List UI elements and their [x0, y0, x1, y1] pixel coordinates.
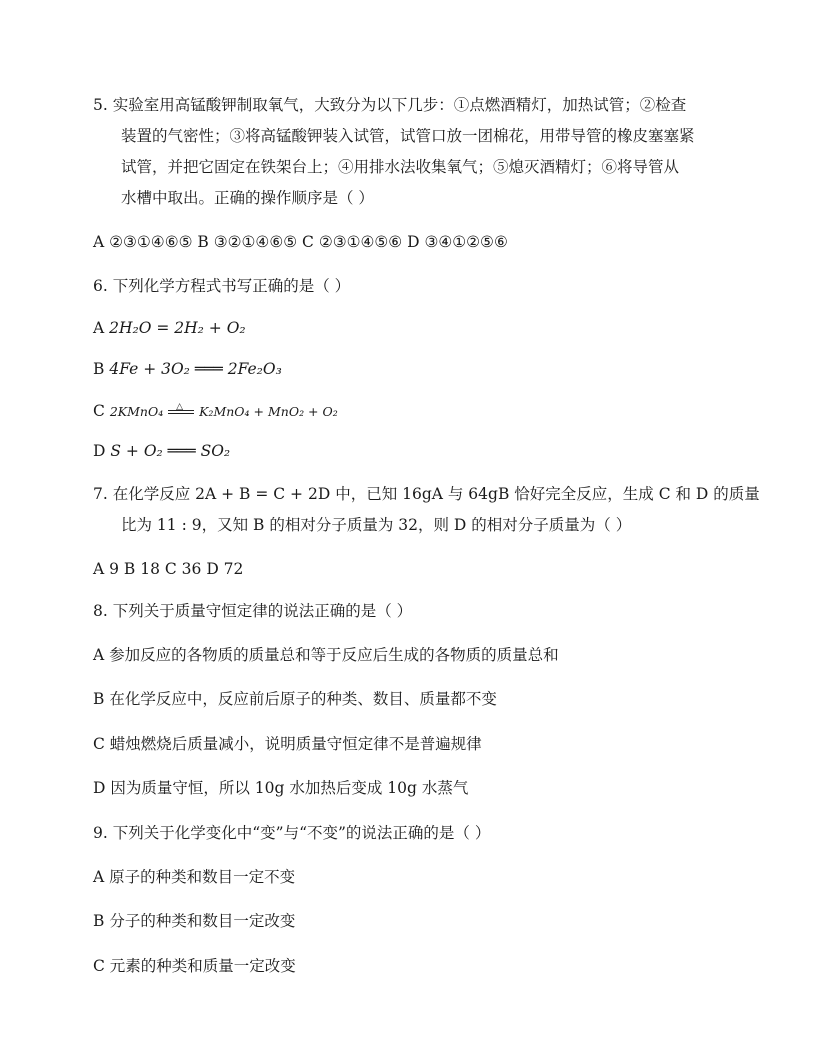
q8-option-c: C 蜡烛燃烧后质量减小，说明质量守恒定律不是普遍规律	[93, 735, 482, 753]
option-label: A	[93, 319, 105, 337]
q6-stem: 6. 下列化学方程式书写正确的是（ ）	[93, 277, 351, 295]
q8-option-d: D 因为质量守恒，所以 10g 水加热后变成 10g 水蒸气	[93, 779, 469, 797]
q5-stem-line-3: 试管，并把它固定在铁架台上；④用排水法收集氧气；⑤熄灭酒精灯；⑥将导管从	[121, 158, 680, 176]
equation: 2H₂O = 2H₂ + O₂	[109, 319, 246, 337]
equation-right: K₂MnO₄ + MnO₂ + O₂	[199, 404, 338, 419]
q8-option-b: B 在化学反应中，反应前后原子的种类、数目、质量都不变	[93, 690, 497, 708]
q6-option-b	[93, 359, 282, 379]
option-label: B	[93, 360, 105, 378]
heat-condition-icon: △	[176, 402, 184, 412]
equation: 4Fe + 3O₂ ═══ 2Fe₂O₃	[109, 360, 282, 378]
q5-stem-line-4: 水槽中取出。正确的操作顺序是（ ）	[121, 189, 374, 207]
q9-option-c: C 元素的种类和质量一定改变	[93, 957, 296, 975]
q6-option-c	[93, 401, 338, 422]
q7-options: A 9 B 18 C 36 D 72	[93, 560, 244, 578]
q6-option-d	[93, 441, 230, 461]
equation-left: 2KMnO₄	[109, 404, 164, 419]
q7-stem-line-1: 7. 在化学反应 2A + B = C + 2D 中，已知 16gA 与 64gB 恰好完全反应，生成 C 和 D 的质量	[93, 485, 760, 503]
q8-stem: 8. 下列关于质量守恒定律的说法正确的是（ ）	[93, 602, 413, 620]
heating-arrow	[168, 402, 194, 418]
q9-stem: 9. 下列关于化学变化中“变”与“不变”的说法正确的是（ ）	[93, 824, 491, 842]
q5-stem-line-1: 5. 实验室用高锰酸钾制取氧气，大致分为以下几步：①点燃酒精灯，加热试管；②检查	[93, 96, 687, 114]
q8-option-a: A 参加反应的各物质的质量总和等于反应后生成的各物质的质量总和	[93, 646, 559, 664]
q7-stem-line-2: 比为 11 : 9，又知 B 的相对分子质量为 32，则 D 的相对分子质量为（ ）	[121, 516, 632, 534]
q9-option-a: A 原子的种类和数目一定不变	[93, 868, 296, 886]
q6-option-a	[93, 318, 246, 338]
q9-option-b: B 分子的种类和数目一定改变	[93, 912, 296, 930]
q5-stem-line-2: 装置的气密性；③将高锰酸钾装入试管，试管口放一团棉花，用带导管的橡皮塞塞紧	[121, 127, 695, 145]
q5-options: A ②③①④⑥⑤ B ③②①④⑥⑤ C ②③①④⑤⑥ D ③④①②⑤⑥	[93, 233, 508, 251]
equation: S + O₂ ═══ SO₂	[110, 442, 231, 460]
option-label: D	[93, 442, 106, 460]
option-label: C	[93, 402, 105, 420]
